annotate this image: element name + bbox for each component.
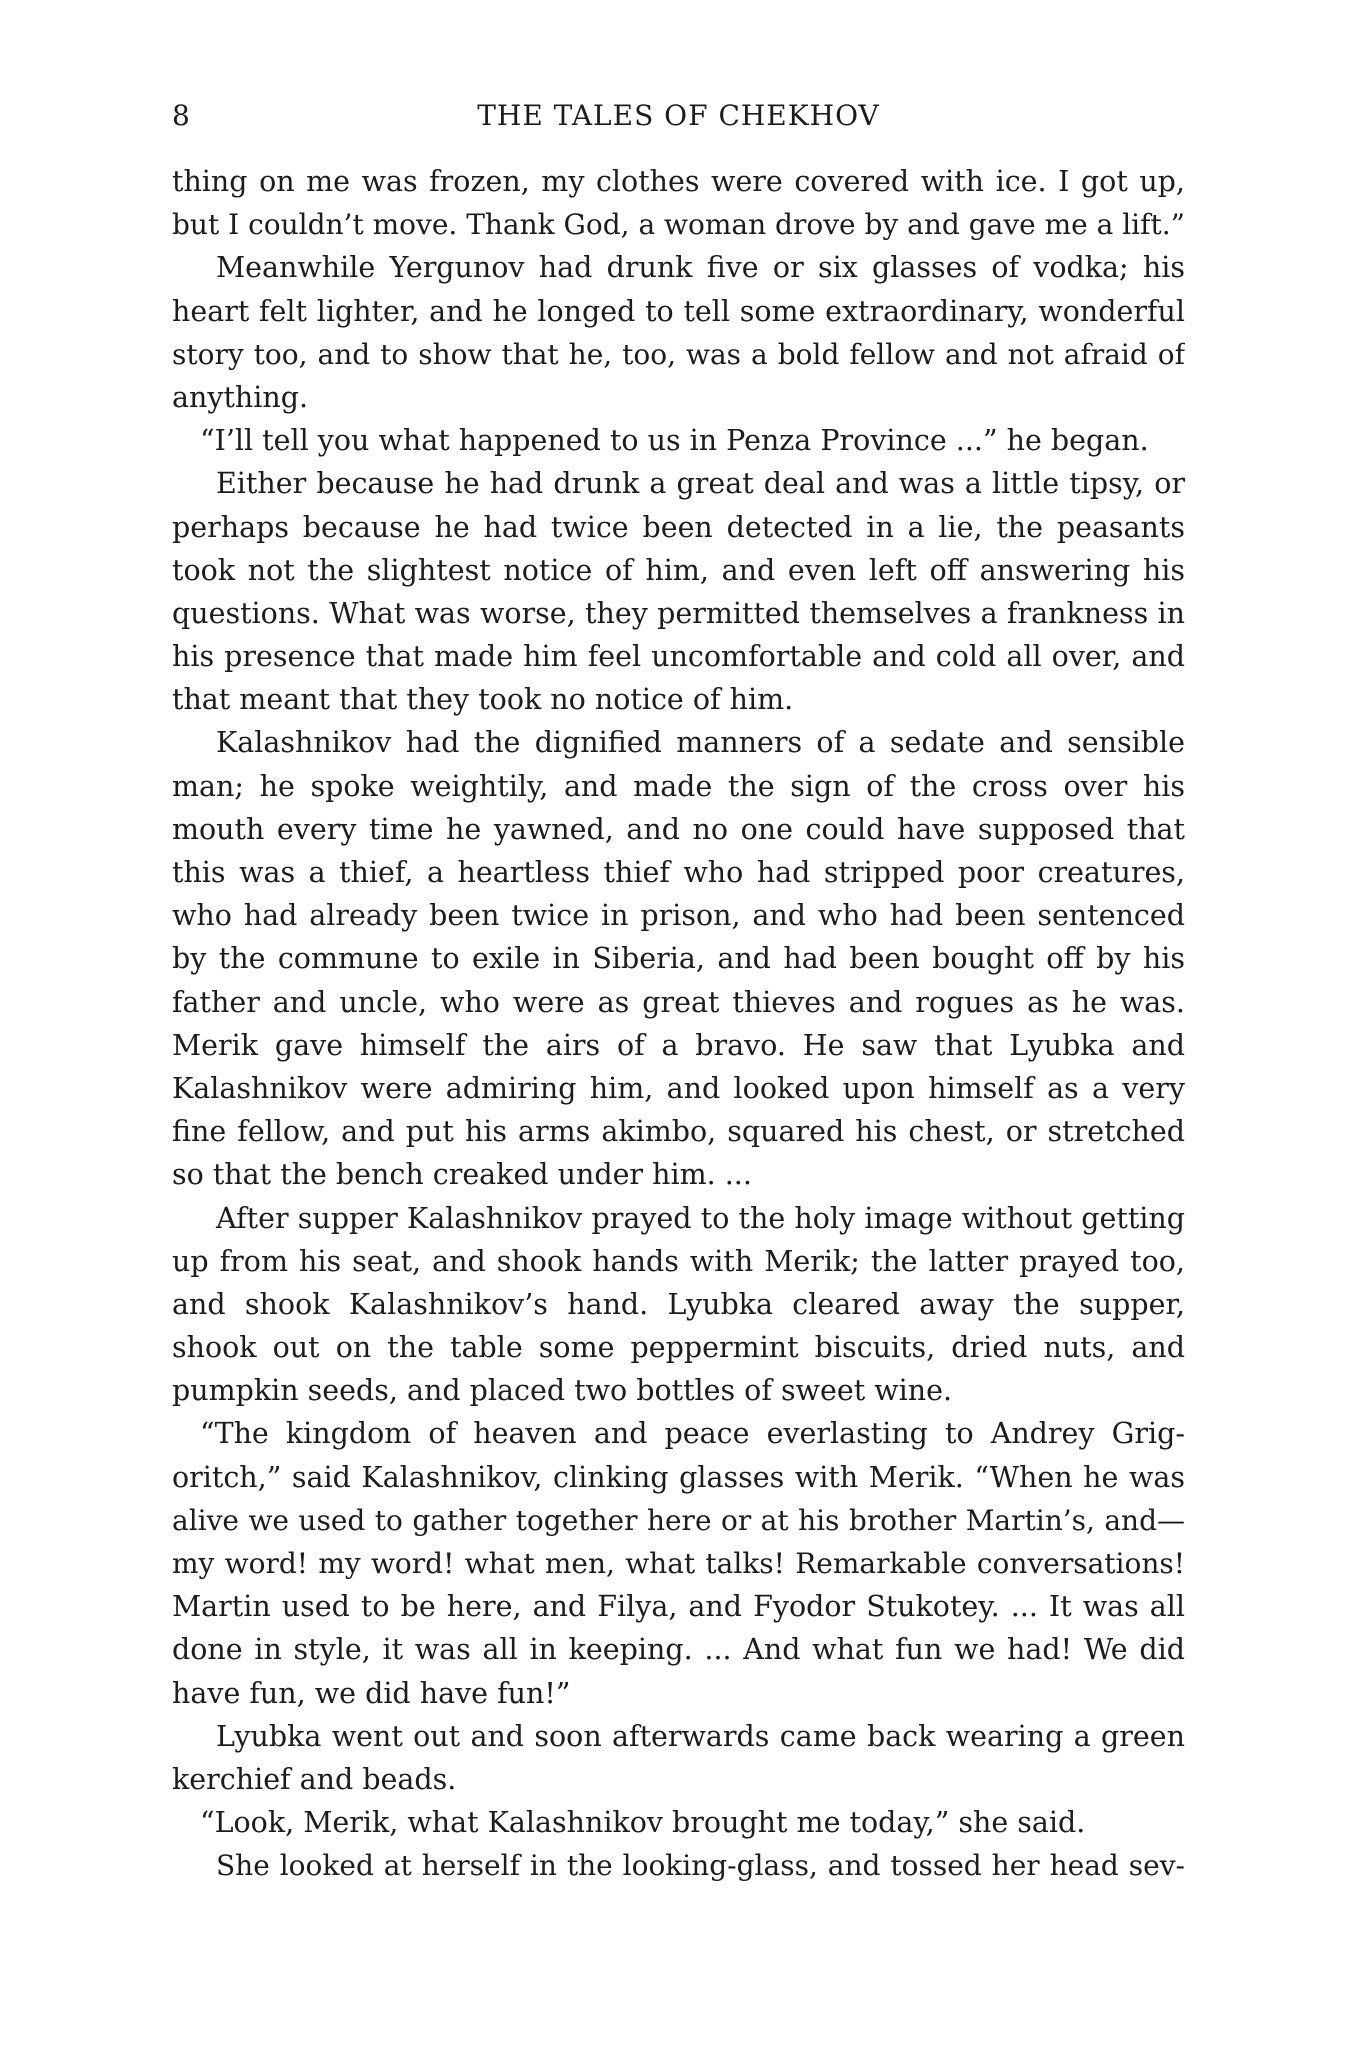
text-line: mouth every time he yawned, and no one could have supposed that (172, 812, 1185, 846)
text-line: questions. What was worse, they permitted themselves a frankness in (172, 596, 1185, 630)
text-line: shook out on the table some peppermint biscuits, dried nuts, and (172, 1331, 1185, 1365)
body-text (172, 160, 1185, 1888)
running-head (172, 94, 1185, 138)
text-line: She looked at herself in the looking-glass, and tossed her head sev- (216, 1849, 1185, 1883)
text-line: Kalashnikov were admiring him, and looked upon himself as a very (172, 1071, 1185, 1105)
text-line: “The kingdom of heaven and peace everlasting to Andrey Grig- (200, 1417, 1185, 1451)
text-line: my word! my word! what men, what talks! Remarkable conversations! (172, 1547, 1185, 1580)
text-line: Meanwhile Yergunov had drunk five or six glasses of vodka; his (216, 251, 1185, 285)
text-line: Either because he had drunk a great deal and was a little tipsy, or (216, 467, 1185, 501)
text-line: and shook Kalashnikov’s hand. Lyubka cleared away the supper, (172, 1287, 1185, 1321)
text-line: “Look, Merik, what Kalashnikov brought me today,” she said. (200, 1806, 1086, 1840)
text-line: alive we used to gather together here or at his brother Martin’s, and— (172, 1503, 1185, 1537)
text-line: his presence that made him feel uncomfortable and cold all over, and (172, 640, 1185, 674)
text-line: who had already been twice in prison, and who had been sentenced (172, 899, 1185, 933)
running-title: THE TALES OF CHEKHOV (477, 99, 880, 132)
text-line: perhaps because he had twice been detected in a lie, the peasants (172, 510, 1185, 544)
text-line: After supper Kalashnikov prayed to the holy image without getting (216, 1201, 1185, 1235)
text-line: done in style, it was all in keeping. ... And what fun we had! We did (172, 1633, 1185, 1667)
text-line: so that the bench creaked under him. ... (172, 1158, 752, 1192)
text-line: by the commune to exile in Siberia, and had been bought off by his (172, 942, 1185, 976)
text-line: that meant that they took no notice of him. (172, 683, 794, 717)
text-line: anything. (172, 380, 309, 414)
text-line: took not the slightest notice of him, and even left off answering his (172, 553, 1185, 587)
text-line: oritch,” said Kalashnikov, clinking glasses with Merik. “When he was (172, 1460, 1185, 1494)
text-line: pumpkin seeds, and placed two bottles of sweet wine. (172, 1374, 953, 1408)
text-line: up from his seat, and shook hands with Merik; the latter prayed too, (172, 1244, 1185, 1278)
text-line: heart felt lighter, and he longed to tell some extraordinary, wonderful (172, 294, 1185, 328)
text-line: Martin used to be here, and Filya, and Fyodor Stukotey. ... It was all (172, 1590, 1185, 1624)
text-line: “I’ll tell you what happened to us in Penza Province ...” he began. (200, 424, 1149, 458)
text-line: fine fellow, and put his arms akimbo, squared his chest, or stretched (172, 1115, 1185, 1149)
text-line: this was a thief, a heartless thief who had stripped poor creatures, (172, 856, 1185, 889)
text-line: Kalashnikov had the dignified manners of a sedate and sensible (216, 726, 1185, 760)
text-line: thing on me was frozen, my clothes were covered with ice. I got up, (172, 165, 1185, 198)
text-line: Merik gave himself the airs of a bravo. He saw that Lyubka and (172, 1028, 1185, 1062)
text-line: man; he spoke weightily, and made the sign of the cross over his (172, 769, 1185, 803)
text-line: kerchief and beads. (172, 1762, 457, 1796)
text-line: but I couldn’t move. Thank God, a woman drove by and gave me a lift.” (172, 208, 1185, 242)
text-line: Lyubka went out and soon afterwards came back wearing a green (216, 1719, 1185, 1753)
text-line: have fun, we did have fun!” (172, 1676, 571, 1710)
text-line: story too, and to show that he, too, was a bold fellow and not afraid of (172, 337, 1185, 371)
page-number: 8 (172, 99, 190, 132)
text-line: father and uncle, who were as great thieves and rogues as he was. (172, 985, 1185, 1019)
